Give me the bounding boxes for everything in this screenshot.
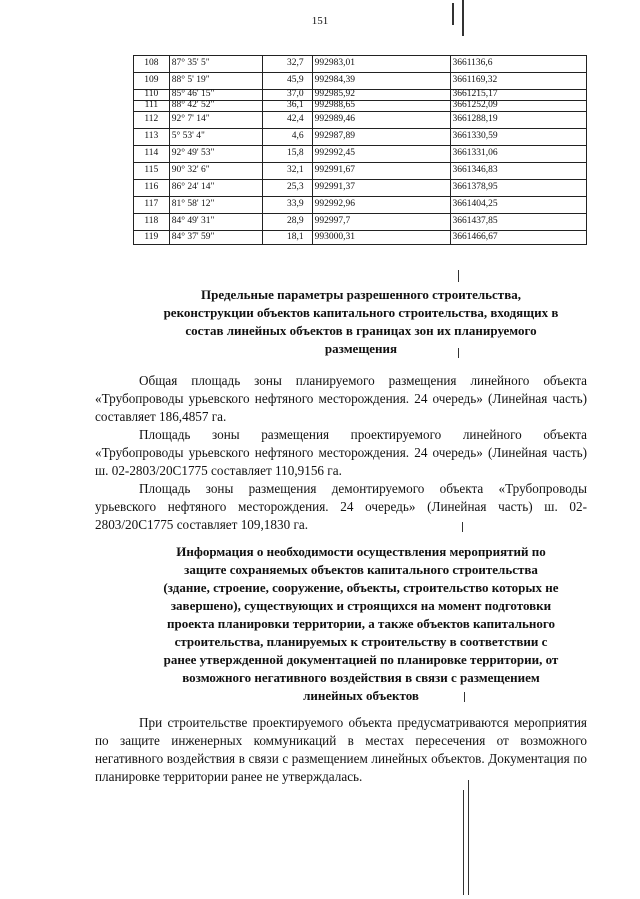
row-y-coordinate: 3661466,67	[450, 231, 586, 245]
row-x-coordinate: 992992,45	[312, 146, 450, 163]
scan-artifact	[468, 780, 469, 895]
section1-heading	[130, 286, 592, 358]
row-angle: 84° 49' 31"	[169, 214, 263, 231]
paragraph: Общая площадь зоны планируемого размещения линейного объекта «Трубопроводы урьевского нефтяного месторождения. 24 очередь» (Линейная часть) составляет 186,4857 га.	[95, 373, 587, 424]
table-row	[134, 197, 587, 214]
row-y-coordinate: 3661169,32	[450, 73, 586, 90]
row-x-coordinate: 992989,46	[312, 112, 450, 129]
table-row	[134, 180, 587, 197]
row-length: 37,0	[263, 90, 312, 101]
heading-line: защите сохраняемых объектов капитального строительства	[184, 562, 538, 577]
paragraph: Площадь зоны размещения проектируемого линейного объекта «Трубопроводы урьевского нефтяного месторождения. 24 очередь» (Линейная часть) ш. 02-2803/20С1775 составляет 110,9156 га.	[95, 427, 587, 478]
row-number: 113	[134, 129, 170, 146]
row-x-coordinate: 992985,92	[312, 90, 450, 101]
table-row	[134, 231, 587, 245]
row-x-coordinate: 992988,65	[312, 101, 450, 112]
row-y-coordinate: 3661378,95	[450, 180, 586, 197]
row-length: 32,7	[263, 56, 312, 73]
row-length: 15,8	[263, 146, 312, 163]
scan-artifact	[462, 0, 464, 36]
row-number: 112	[134, 112, 170, 129]
row-y-coordinate: 3661252,09	[450, 101, 586, 112]
row-angle: 92° 7' 14"	[169, 112, 263, 129]
row-length: 33,9	[263, 197, 312, 214]
row-number: 116	[134, 180, 170, 197]
heading-line: строительства, планируемых к строительству в соответствии с	[174, 634, 548, 649]
scan-artifact	[452, 3, 454, 25]
row-x-coordinate: 992991,37	[312, 180, 450, 197]
row-number: 110	[134, 90, 170, 101]
table-row	[134, 112, 587, 129]
paragraph: При строительстве проектируемого объекта предусматриваются мероприятия по защите инженерных коммуникаций в местах пересечения от возможного негативного воздействия в связи с размещением линейных объектов. Документация по планировке территории ранее не утверждалась.	[95, 715, 587, 784]
coordinates-table	[133, 55, 587, 245]
row-x-coordinate: 992983,01	[312, 56, 450, 73]
row-angle: 88° 42' 52"	[169, 101, 263, 112]
row-angle: 5° 53' 4"	[169, 129, 263, 146]
page-number: 151	[311, 15, 329, 27]
row-length: 32,1	[263, 163, 312, 180]
row-length: 45,9	[263, 73, 312, 90]
scan-artifact	[458, 270, 459, 282]
scan-artifact	[463, 790, 464, 895]
paragraph: Площадь зоны размещения демонтируемого объекта «Трубопроводы урьевского нефтяного месторождения. 24 очередь» (Линейная часть) ш. 02-2803/20С1775 составляет 109,1830 га.	[95, 481, 587, 532]
row-x-coordinate: 993000,31	[312, 231, 450, 245]
table-row	[134, 163, 587, 180]
heading-line: проекта планировки территории, а также объектов капитального	[167, 616, 555, 631]
row-length: 25,3	[263, 180, 312, 197]
heading-line: ранее утвержденной документацией по планировке территории, от	[163, 652, 559, 667]
table-row	[134, 56, 587, 73]
row-number: 114	[134, 146, 170, 163]
table-row	[134, 146, 587, 163]
row-x-coordinate: 992987,89	[312, 129, 450, 146]
heading-line: (здание, строение, сооружение, объекты, строительство которых не	[163, 580, 559, 595]
row-angle: 90° 32' 6"	[169, 163, 263, 180]
row-length: 18,1	[263, 231, 312, 245]
row-angle: 85° 46' 15"	[169, 90, 263, 101]
row-y-coordinate: 3661404,25	[450, 197, 586, 214]
row-x-coordinate: 992991,67	[312, 163, 450, 180]
table-row	[134, 129, 587, 146]
row-x-coordinate: 992997,7	[312, 214, 450, 231]
row-y-coordinate: 3661346,83	[450, 163, 586, 180]
row-angle: 84° 37' 59"	[169, 231, 263, 245]
row-length: 42,4	[263, 112, 312, 129]
heading-line: линейных объектов	[303, 688, 419, 703]
row-angle: 87° 35' 5"	[169, 56, 263, 73]
row-y-coordinate: 3661215,17	[450, 90, 586, 101]
heading-line: состав линейных объектов в границах зон их планируемого	[185, 323, 537, 338]
row-length: 28,9	[263, 214, 312, 231]
section1-text	[95, 372, 587, 534]
row-y-coordinate: 3661331,06	[450, 146, 586, 163]
row-length: 36,1	[263, 101, 312, 112]
scan-artifact	[464, 692, 465, 702]
row-angle: 88° 5' 19"	[169, 73, 263, 90]
heading-line: возможного негативного воздействия в связи с размещением	[182, 670, 540, 685]
row-x-coordinate: 992984,39	[312, 73, 450, 90]
table-row	[134, 73, 587, 90]
row-number: 109	[134, 73, 170, 90]
row-y-coordinate: 3661437,85	[450, 214, 586, 231]
row-number: 115	[134, 163, 170, 180]
row-angle: 81° 58' 12"	[169, 197, 263, 214]
heading-line: Предельные параметры разрешенного строительства,	[201, 287, 521, 302]
row-angle: 86° 24' 14"	[169, 180, 263, 197]
heading-line: Информация о необходимости осуществления мероприятий по	[176, 544, 546, 559]
heading-line: размещения	[324, 341, 398, 356]
table-row	[134, 90, 587, 101]
heading-line: завершено), существующих и строящихся на момент подготовки	[170, 598, 552, 613]
section2-heading	[130, 543, 592, 705]
row-number: 117	[134, 197, 170, 214]
row-number: 119	[134, 231, 170, 245]
row-x-coordinate: 992992,96	[312, 197, 450, 214]
row-y-coordinate: 3661330,59	[450, 129, 586, 146]
table-row	[134, 214, 587, 231]
row-length: 4,6	[263, 129, 312, 146]
row-angle: 92° 49' 53"	[169, 146, 263, 163]
row-y-coordinate: 3661288,19	[450, 112, 586, 129]
table-row	[134, 101, 587, 112]
heading-line: реконструкции объектов капитального строительства, входящих в	[163, 305, 559, 320]
scan-artifact	[462, 522, 463, 532]
row-number: 108	[134, 56, 170, 73]
row-y-coordinate: 3661136,6	[450, 56, 586, 73]
scan-artifact	[458, 348, 459, 358]
section2-text	[95, 714, 587, 786]
row-number: 111	[134, 101, 170, 112]
row-number: 118	[134, 214, 170, 231]
